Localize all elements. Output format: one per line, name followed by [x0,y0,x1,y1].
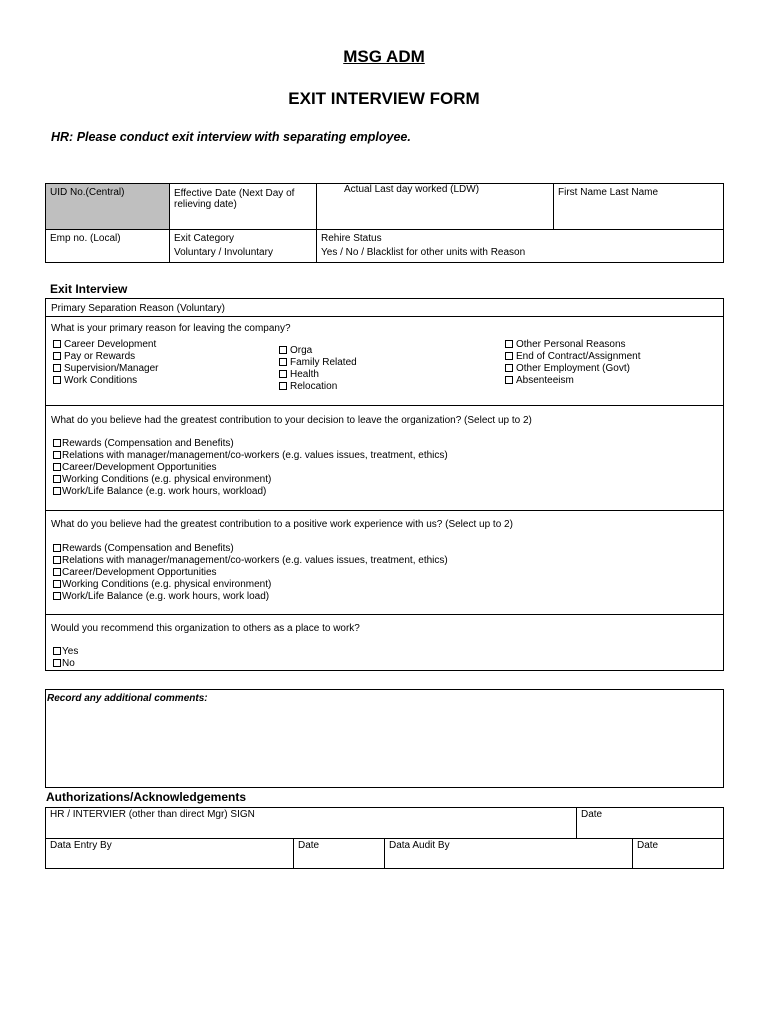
rehire-status-label: Rehire Status [321,233,382,244]
checkbox-option[interactable]: Supervision/Manager [53,363,159,375]
checkbox-option[interactable]: Absenteeism [505,375,641,387]
checkbox-icon[interactable] [505,376,513,384]
data-audit-date-label: Date [637,840,659,851]
checkbox-icon[interactable] [53,451,61,459]
checkbox-option[interactable]: Career Development [53,339,159,351]
checkbox-option[interactable]: Work Conditions [53,375,159,387]
hr-instruction: HR: Please conduct exit interview with separating employee. [51,130,411,144]
checkbox-option[interactable]: Relocation [279,381,357,393]
checkbox-option[interactable]: Orga [279,345,357,357]
primary-reason-label: Primary Separation Reason (Voluntary) [51,303,225,314]
organization-title: MSG ADM [343,47,425,66]
recommend-options [53,646,78,670]
checkbox-option[interactable]: Career/Development Opportunities [53,462,448,474]
checkbox-icon[interactable] [279,358,287,366]
emp-no-label: Emp no. (Local) [50,233,121,244]
checkbox-option[interactable]: End of Contract/Assignment [505,351,641,363]
checkbox-icon[interactable] [53,364,61,372]
rehire-status-options[interactable]: Yes / No / Blacklist for other units with Reason [321,247,526,258]
data-entry-label: Data Entry By [50,840,112,851]
last-day-worked-label: Actual Last day worked (LDW) [344,184,480,195]
hr-date-label: Date [581,809,603,820]
checkbox-icon[interactable] [53,439,61,447]
exit-interview-heading: Exit Interview [50,282,128,296]
checkbox-option[interactable]: Family Related [279,357,357,369]
checkbox-option[interactable]: No [53,658,78,670]
question-positive-experience: What do you believe had the greatest contribution to a positive work experience with us? (Select up to 2) [51,519,513,530]
checkbox-icon[interactable] [53,463,61,471]
checkbox-option[interactable]: Rewards (Compensation and Benefits) [53,543,448,555]
checkbox-icon[interactable] [53,340,61,348]
checkbox-icon[interactable] [53,592,61,600]
checkbox-option[interactable]: Working Conditions (e.g. physical environment) [53,474,448,486]
checkbox-icon[interactable] [53,487,61,495]
checkbox-option[interactable]: Career/Development Opportunities [53,567,448,579]
checkbox-option[interactable]: Health [279,369,357,381]
checkbox-icon[interactable] [53,475,61,483]
checkbox-icon[interactable] [53,568,61,576]
reason-column-2 [279,345,357,393]
checkbox-icon[interactable] [53,580,61,588]
positive-experience-options [53,543,448,603]
checkbox-icon[interactable] [505,340,513,348]
checkbox-option[interactable]: Work/Life Balance (e.g. work hours, work load) [53,591,448,603]
checkbox-option[interactable]: Relations with manager/management/co-workers (e.g. values issues, treatment, ethics) [53,450,448,462]
reason-column-3 [505,339,641,387]
question-primary-reason: What is your primary reason for leaving the company? [51,323,291,334]
leave-contribution-options [53,438,448,498]
checkbox-icon[interactable] [279,370,287,378]
checkbox-icon[interactable] [53,352,61,360]
checkbox-icon[interactable] [279,382,287,390]
form-title: EXIT INTERVIEW FORM [288,89,480,108]
authorizations-heading: Authorizations/Acknowledgements [46,790,247,804]
checkbox-option[interactable]: Work/Life Balance (e.g. work hours, workload) [53,486,448,498]
checkbox-option[interactable]: Other Personal Reasons [505,339,641,351]
exit-category-options[interactable]: Voluntary / Involuntary [174,247,273,258]
checkbox-option[interactable]: Relations with manager/management/co-workers (e.g. values issues, treatment, ethics) [53,555,448,567]
question-leave-contribution: What do you believe had the greatest contribution to your decision to leave the organization? (Select up to 2) [51,415,532,426]
checkbox-option[interactable]: Yes [53,646,78,658]
checkbox-option[interactable]: Other Employment (Govt) [505,363,641,375]
data-audit-label: Data Audit By [389,840,450,851]
checkbox-icon[interactable] [53,376,61,384]
employee-name-label: First Name Last Name [558,187,659,198]
checkbox-icon[interactable] [279,346,287,354]
effective-date-label: Effective Date (Next Day of [174,188,295,199]
checkbox-icon[interactable] [505,352,513,360]
data-entry-date-label: Date [298,840,320,851]
uid-label: UID No.(Central) [50,187,125,198]
hr-interviewer-sign-label: HR / INTERVIER (other than direct Mgr) SIGN [50,809,255,820]
comments-label: Record any additional comments: [47,693,208,704]
checkbox-icon[interactable] [53,544,61,552]
question-recommend: Would you recommend this organization to others as a place to work? [51,623,360,634]
checkbox-icon[interactable] [505,364,513,372]
checkbox-icon[interactable] [53,659,61,667]
checkbox-option[interactable]: Pay or Rewards [53,351,159,363]
checkbox-option[interactable]: Rewards (Compensation and Benefits) [53,438,448,450]
checkbox-icon[interactable] [53,647,61,655]
reason-column-1 [53,339,159,387]
checkbox-option[interactable]: Working Conditions (e.g. physical environment) [53,579,448,591]
effective-date-label-cont: relieving date) [174,199,237,210]
exit-category-label: Exit Category [174,233,235,244]
checkbox-icon[interactable] [53,556,61,564]
